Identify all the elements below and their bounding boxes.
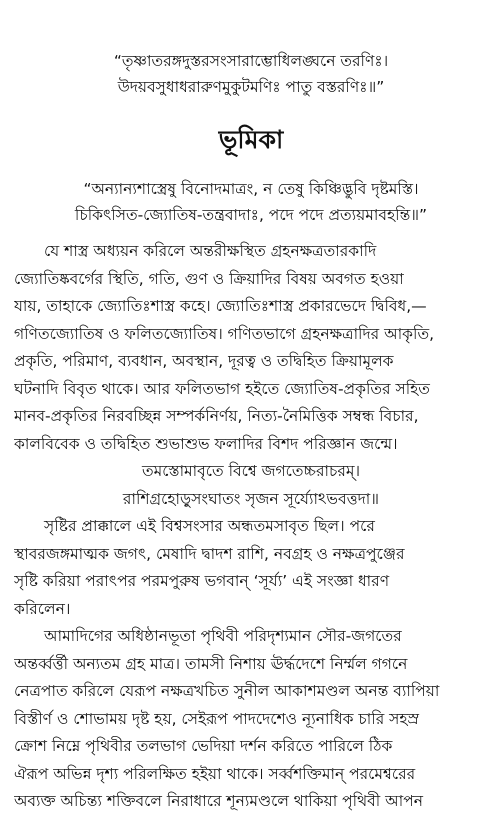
paragraph	[14, 513, 488, 623]
paragraph-line: নেত্রপাত করিলে যেরূপ নক্ষত্রখচিত সুনীল আকাশমণ্ডল অনন্ত ব্যাপিয়া	[14, 682, 440, 700]
paragraph-line: অন্তর্ব্বর্ত্তী অন্যতম গ্রহ মাত্র। তামসী নিশায় ঊর্দ্ধদেশে নির্ম্মল গগনে	[14, 654, 408, 673]
verse-line: “অন্যান্যশাস্ত্রেষু বিনোদমাত্রং, ন তেষু কিঞ্চিদ্ভুবি দৃষ্টমস্তি।	[83, 180, 419, 198]
paragraph-line: প্রকৃতি, পরিমাণ, ব্যবধান, অবস্থান, দূরত্ব ও তদ্বিহিত ক্রিয়ামূলক	[14, 352, 394, 370]
paragraph-line: গণিতজ্যোতিষ ও ফলিতজ্যোতিষ। গণিতভাগে গ্রহনক্ষত্রাদির আকৃতি,	[14, 324, 435, 343]
paragraph-line: বিস্তীর্ণ ও শোভাময় দৃষ্ট হয়, সেইরূপ পাদদেশেও ন্যূনাধিক চারি সহস্র	[14, 709, 420, 728]
paragraph-line: করিলেন।	[14, 599, 71, 618]
paragraph	[14, 238, 488, 458]
paragraph-line: যায়, তাহাকে জ্যোতিঃশাস্ত্র কহে। জ্যোতিঃশাস্ত্র প্রকারভেদে দ্বিবিধ,—	[14, 297, 427, 315]
sanskrit-verse	[14, 176, 488, 228]
page-heading: ভূমিকা	[218, 125, 284, 154]
paragraph	[14, 623, 488, 816]
paragraph-line: যে শাস্ত্র অধ্যয়ন করিলে অন্তরীক্ষস্থিত গ্রহনক্ষত্রতারকাদি	[44, 242, 377, 260]
paragraph-line: স্থাবরজঙ্গমাত্মক জগৎ, মেষাদি দ্বাদশ রাশি, নবগ্রহ ও নক্ষত্রপুঞ্জের	[14, 544, 405, 563]
opening-verse	[14, 48, 488, 100]
inline-verse	[14, 458, 488, 513]
verse-line: “তৃষ্ণাতরঙ্গদুস্তরসংসারাম্ভোধিলঙ্ঘনে তরণিঃ।	[113, 52, 389, 70]
verse-line: চিকিৎসিত-জ্যোতিষ-তন্ত্রবাদাঃ, পদে পদে প্রত্যয়মাবহন্তি॥”	[74, 206, 428, 224]
verse-line: উদয়বসুধাধরারুণমুকুটমণিঃ পাতু বস্তরণিঃ॥”	[117, 78, 385, 96]
paragraph-line: অব্যক্ত অচিন্ত্য শক্তিবলে নিরাধারে শূন্যমণ্ডলে থাকিয়া পৃথিবী আপন	[14, 792, 423, 810]
paragraph-line: কালবিবেক ও তদ্বিহিত শুভাশুভ ফলাদির বিশদ পরিজ্ঞান জন্মে।	[14, 434, 398, 453]
paragraph-line: ঘটনাদি বিবৃত থাকে। আর ফলিতভাগ হইতে জ্যোতিষ-প্রকৃতির সহিত	[14, 379, 430, 398]
paragraph-line: মানব-প্রকৃতির নিরবচ্ছিন্ন সম্পর্কনির্ণয়, নিত্য-নৈমিত্তিক সম্বন্ধ বিচার,	[14, 407, 419, 425]
paragraph-line: সৃষ্টি করিয়া পরাৎপর পরমপুরুষ ভগবান্ ‘সূর্য্য’ এই সংজ্ঞা ধারণ	[14, 572, 390, 590]
paragraph-line: সৃষ্টির প্রাক্কালে এই বিশ্বসংসার অন্ধতমসাবৃত ছিল। পরে	[44, 517, 375, 535]
verse-line: তমস্তোমাবৃতে বিশ্বে জগতেচ্চরাচরম্।	[141, 462, 361, 480]
paragraph-line: ক্রোশ নিম্নে পৃথিবীর তলভাগ ভেদিয়া দর্শন করিতে পারিলে ঠিক	[14, 737, 393, 755]
paragraph-line: ঐরূপ অভিন্ন দৃশ্য পরিলক্ষিত হইয়া থাকে। সর্ব্বশক্তিমান্ পরমেশ্বরের	[14, 764, 416, 783]
verse-line: রাশিগ্রহোড়ুসংঘাতং সৃজন সূর্য্যোঽভবত্তদা॥	[122, 489, 380, 508]
paragraph-line: জ্যোতিষ্কবর্গের স্থিতি, গতি, গুণ ও ক্রিয়াদির বিষয় অবগত হওয়া	[14, 269, 404, 288]
paragraph-line: আমাদিগের অধিষ্ঠানভূতা পৃথিবী পরিদৃশ্যমান সৌর-জগতের	[44, 627, 402, 645]
